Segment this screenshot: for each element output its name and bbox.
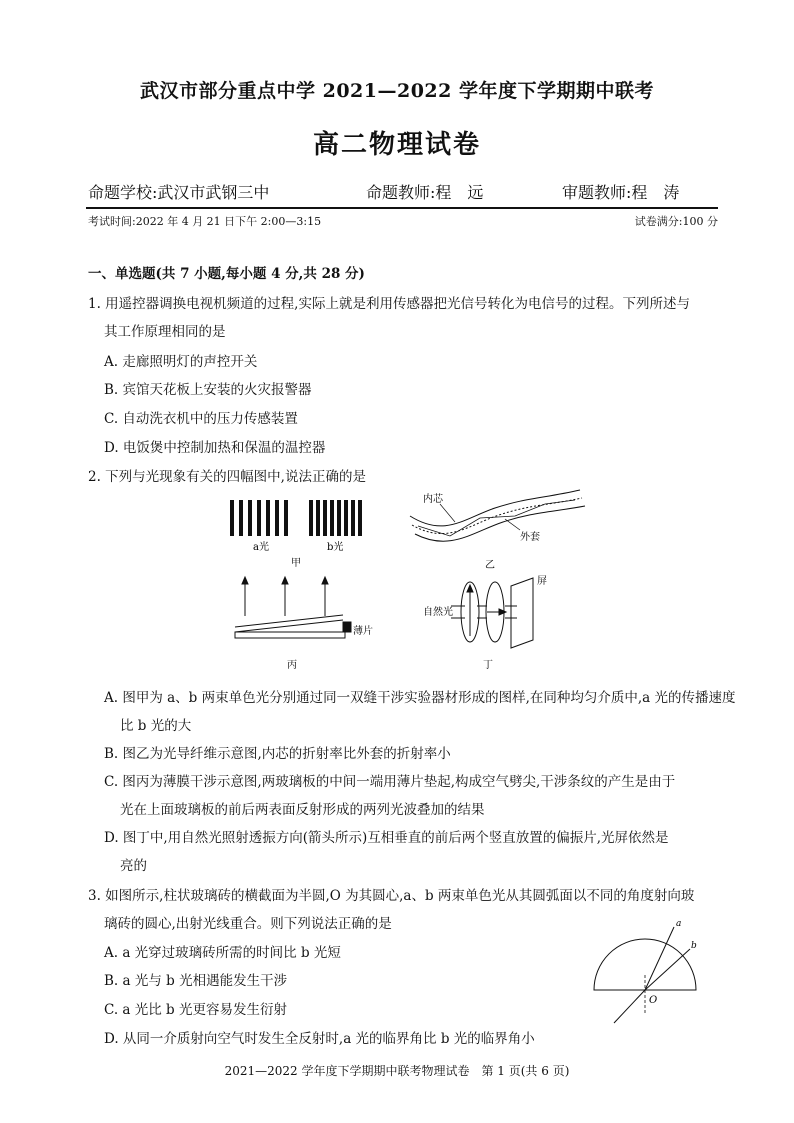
q2-option-d-line2: 亮的 (120, 858, 147, 874)
label-center-o: O (649, 995, 658, 1006)
label-natural-light: 自然光 (423, 607, 453, 618)
setter-teacher: 命题教师:程 远 (366, 183, 484, 202)
q3-option-a: A. a 光穿过玻璃砖所需的时间比 b 光短 (104, 945, 341, 961)
q2-stem: 2. 下列与光现象有关的四幅图中,说法正确的是 (88, 469, 366, 485)
polarizer-setup (451, 578, 533, 648)
fringes-b (309, 500, 362, 536)
q2-option-c-line1: C. 图丙为薄膜干涉示意图,两玻璃板的中间一端用薄片垫起,构成空气劈尖,干涉条纹的产生是由于 (104, 774, 676, 790)
q2-option-b: B. 图乙为光导纤维示意图,内芯的折射率比外套的折射率小 (104, 746, 451, 762)
label-screen: 屏 (537, 576, 547, 587)
q3-option-b: B. a 光与 b 光相遇能发生干涉 (104, 973, 288, 989)
label-inner-core: 内芯 (423, 494, 443, 505)
q2-option-a-line2: 比 b 光的大 (120, 718, 192, 734)
q1-stem-line2: 其工作原理相同的是 (104, 324, 226, 340)
label-thin-sheet: 薄片 (353, 626, 373, 637)
header-divider (86, 207, 718, 209)
exam-subtitle: 高二物理试卷 (312, 130, 481, 160)
label-outer-cladding: 外套 (520, 532, 540, 543)
q3-stem-line2: 璃砖的圆心,出射光线重合。则下列说法正确的是 (104, 916, 392, 932)
reviewer-teacher: 审题教师:程 涛 (562, 183, 680, 202)
label-a-light: a光 (253, 542, 269, 553)
q2-figures (215, 488, 615, 672)
full-score: 试卷满分:100 分 (634, 215, 718, 228)
q2-option-c-line2: 光在上面玻璃板的前后两表面反射形成的两列光波叠加的结果 (120, 802, 485, 818)
label-ding: 丁 (483, 660, 493, 671)
q3-option-d: D. 从同一介质射向空气时发生全反射时,a 光的临界角比 b 光的临界角小 (104, 1031, 535, 1047)
q2-option-d-line1: D. 图丁中,用自然光照射透振方向(箭头所示)互相垂直的前后两个竖直放置的偏振片,光屏依然是 (104, 830, 669, 846)
exam-title: 武汉市部分重点中学 2021—2022 学年度下学期期中联考 (140, 80, 654, 102)
label-b-light: b光 (327, 542, 344, 553)
q3-stem-line1: 3. 如图所示,柱状玻璃砖的横截面为半圆,O 为其圆心,a、b 两束单色光从其圆弧面以不同的角度射向玻 (88, 888, 695, 904)
thin-film-wedge (235, 577, 351, 638)
setter-school: 命题学校:武汉市武钢三中 (88, 183, 270, 202)
q3-semicircle-figure (590, 915, 700, 1030)
fringes-a (230, 500, 288, 536)
label-ray-a: a (676, 919, 682, 929)
q1-stem-line1: 1. 用遥控器调换电视机频道的过程,实际上就是利用传感器把光信号转化为电信号的过程。下列所述与 (88, 296, 690, 312)
label-yi: 乙 (485, 560, 495, 571)
exam-time: 考试时间:2022 年 4 月 21 日下午 2:00—3:15 (88, 215, 322, 228)
q1-option-a: A. 走廊照明灯的声控开关 (104, 354, 258, 370)
q1-option-c: C. 自动洗衣机中的压力传感装置 (104, 411, 298, 427)
label-bing: 丙 (287, 660, 297, 671)
page-footer: 2021—2022 学年度下学期期中联考物理试卷 第 1 页(共 6 页) (224, 1064, 570, 1078)
q2-option-a-line1: A. 图甲为 a、b 两束单色光分别通过同一双缝干涉实验器材形成的图样,在同种均匀介质中,a 光的传播速度 (104, 690, 736, 706)
section-heading: 一、单选题(共 7 小题,每小题 4 分,共 28 分) (88, 266, 365, 282)
label-jia: 甲 (291, 558, 301, 569)
q1-option-b: B. 宾馆天花板上安装的火灾报警器 (104, 382, 312, 398)
q1-option-d: D. 电饭煲中控制加热和保温的温控器 (104, 440, 326, 456)
q3-option-c: C. a 光比 b 光更容易发生衍射 (104, 1002, 287, 1018)
label-ray-b: b (691, 941, 697, 951)
